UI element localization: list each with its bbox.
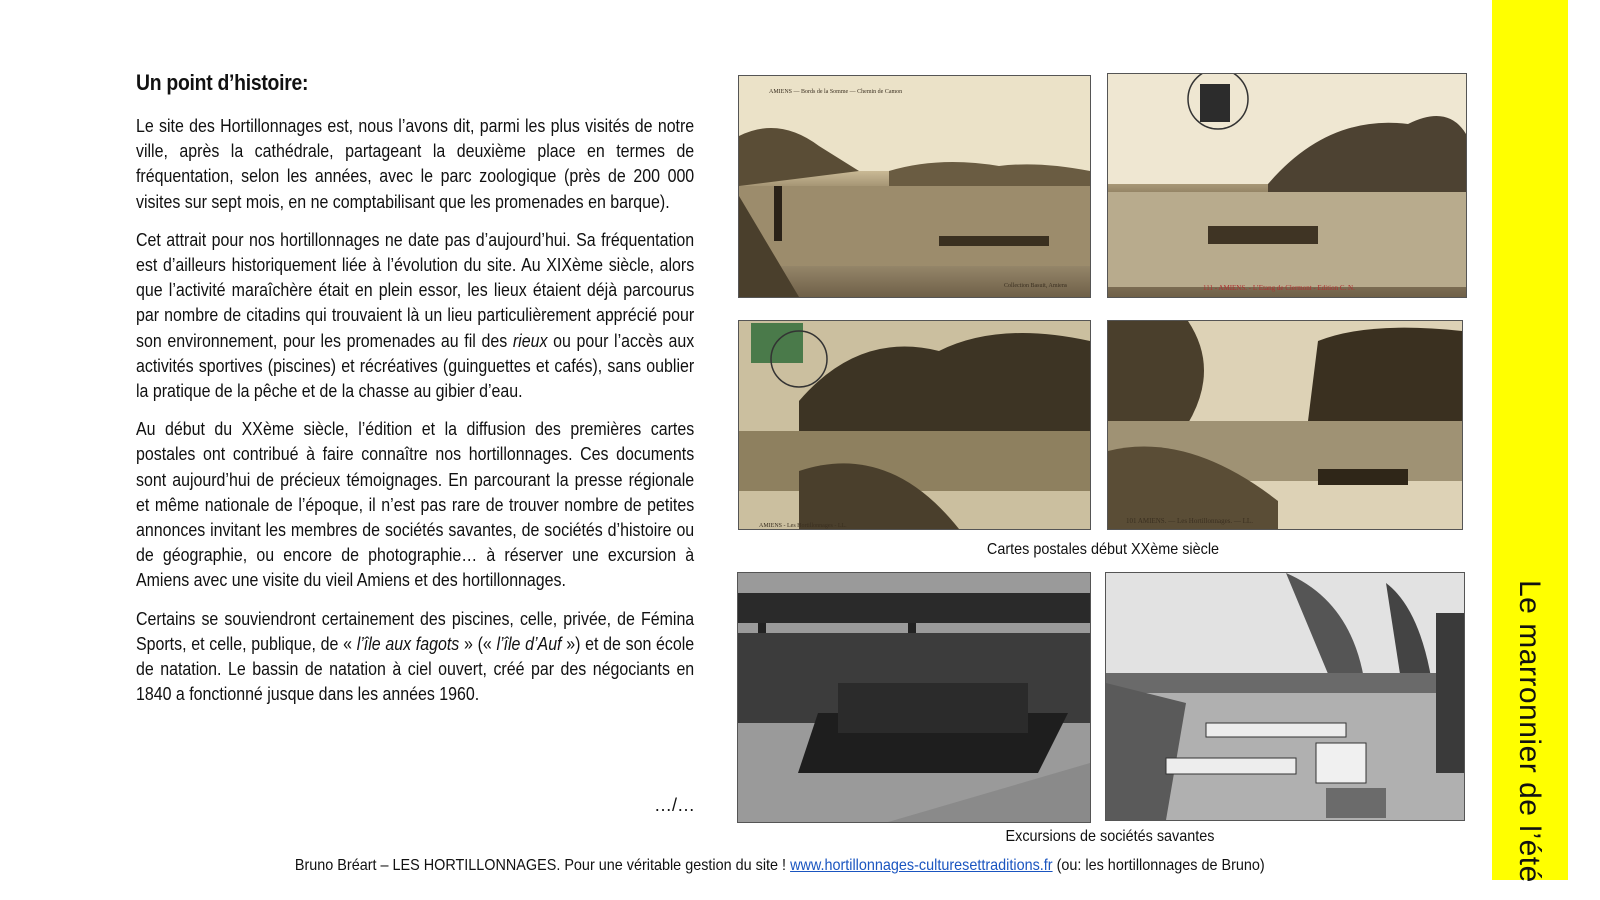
excursion-photo-1 — [737, 572, 1091, 823]
article-body — [136, 114, 694, 720]
paragraph-4-text-c: ») et de son école de natation. Le bassin de natation à ciel ouvert, créé par des négociants en 1840 a fonctionné jusque dans les années 1960. — [136, 633, 695, 705]
postcards-caption: Cartes postales début XXème siècle — [986, 541, 1220, 558]
postcard-image-4 — [1107, 320, 1463, 530]
continuation-mark: …/… — [653, 795, 695, 815]
footer-website-link[interactable]: www.hortillonnages-culturesettraditions.fr — [790, 857, 1053, 874]
paragraph-4-text-b: » (« — [459, 633, 497, 654]
postcard-image-3 — [738, 320, 1091, 530]
postcard-2-caption: 111 - AMIENS. - L’Etang de Clermont - Edition C. N. — [1203, 284, 1355, 292]
footer-text: Bruno Bréart – LES HORTILLONNAGES. Pour une véritable gestion du site ! — [295, 857, 791, 874]
postage-stamp-icon — [1200, 84, 1230, 122]
sidebar-title: Le marronnier de l’été — [1513, 580, 1546, 883]
paragraph-2-italic: rieux — [512, 330, 548, 351]
paragraph-3: Au début du XXème siècle, l’édition et la diffusion des premières cartes postales ont contribué à faire connaître nos hortillonnages. Ces documents sont aujourd’hui de précieux témoignages. En parcourant la presse régionale et même nationale de l’époque, il n’est pas rare de trouver nombre de petites annonces invitant les membres de sociétés savantes, de sociétés d’histoire ou de géographie, ou encore de photographie… à réserver une excursion à Amiens avec une visite du vieil Amiens et des hortillonnages. — [136, 419, 695, 591]
paragraph-4-italic-2: l’île d’Auf — [496, 633, 562, 654]
postcard-1-credit: Collection Basuit, Amiens — [1004, 283, 1068, 289]
excursion-photo-2 — [1105, 572, 1465, 821]
postcard-4-caption: 101 AMIENS. — Les Hortillonnages. — LL. — [1126, 517, 1253, 525]
section-heading: Un point d’histoire: — [136, 70, 309, 95]
excursions-caption: Excursions de sociétés savantes — [1005, 828, 1215, 845]
paragraph-1: Le site des Hortillonnages est, nous l’avons dit, parmi les plus visités de notre ville, après la cathédrale, partageant la deuxième place en termes de fréquentation, selon les années, avec le parc zoologique (près de 200 000 visites sur sept mois, en ne comptabilisant que les promenades en barque). — [136, 116, 695, 212]
paragraph-2-text-a: Cet attrait pour nos hortillonnages ne date pas d’aujourd’hui. Sa fréquentation est d’ailleurs historiquement liée à l’évolution du site. Au XIXème siècle, alors que l’activité maraîchère était en plein essor, les lieux étaient déjà parcourus par nombre de citadins qui trouvaient là un lieu particulièrement apprécié pour son environnement, pour les promenades au fil des — [136, 229, 695, 351]
postcard-image-1 — [738, 75, 1091, 298]
paragraph-2 — [136, 228, 694, 404]
postcard-image-2 — [1107, 73, 1467, 298]
paragraph-4 — [136, 607, 694, 708]
postage-stamp-icon — [751, 323, 803, 363]
footer — [0, 857, 1560, 875]
paragraph-4-italic-1: l’île aux fagots — [356, 633, 460, 654]
postcard-1-caption: AMIENS — Bords de la Somme — Chemin de Camon — [769, 89, 903, 95]
footer-suffix: (ou: les hortillonnages de Bruno) — [1052, 857, 1265, 874]
postcard-3-caption: AMIENS - Les Hortillonnages - LL. — [759, 523, 847, 529]
paragraph-2-text-b: ou pour l’accès aux activités sportives (piscines) et récréatives (guinguettes et cafés), sans oublier la pratique de la pêche et de la chasse au gibier d’eau. — [136, 330, 695, 402]
paragraph-4-text-a: Certains se souviendront certainement des piscines, celle, privée, de Fémina Sports, et celle, publique, de « — [136, 608, 695, 654]
